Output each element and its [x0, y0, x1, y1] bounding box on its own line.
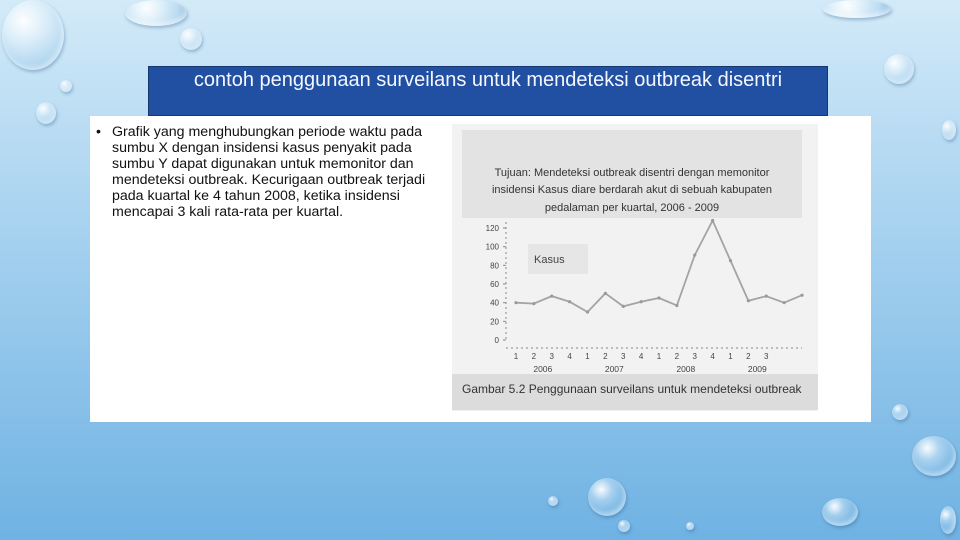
- x-year-label: 2008: [676, 364, 696, 374]
- note-line: Tujuan: Mendeteksi outbreak disentri dengan memonitor: [494, 167, 770, 179]
- x-tick-label: 1: [656, 352, 662, 361]
- data-point: [693, 253, 696, 256]
- data-point: [622, 305, 625, 308]
- x-tick-label: 3: [621, 352, 626, 361]
- water-drop-decoration: [822, 498, 858, 526]
- data-point: [711, 219, 714, 222]
- water-drop-decoration: [686, 522, 694, 530]
- water-drop-decoration: [180, 28, 202, 50]
- data-point: [640, 300, 643, 303]
- slide-title-text: contoh penggunaan surveilans untuk mendeteksi outbreak disentri: [193, 69, 783, 91]
- data-point: [783, 301, 786, 304]
- data-point: [800, 294, 803, 297]
- x-year-label: 2007: [604, 364, 624, 374]
- x-tick-label: 3: [764, 352, 769, 361]
- x-year-label: 2009: [747, 364, 767, 374]
- x-tick-label: 2: [531, 352, 537, 361]
- data-point: [568, 300, 571, 303]
- y-axis-label: Kasus: [534, 254, 565, 266]
- note-line: pedalaman per kuartal, 2006 - 2009: [544, 202, 720, 214]
- y-tick-label: 60: [490, 280, 499, 289]
- y-tick-label: 0: [494, 336, 499, 345]
- line-chart: [452, 124, 818, 374]
- y-tick-label: 20: [490, 317, 499, 327]
- data-point: [729, 259, 732, 262]
- note-line: insidensi Kasus diare berdarah akut di sebuah kabupaten: [491, 184, 773, 196]
- data-point: [604, 292, 607, 295]
- data-point: [675, 304, 678, 307]
- water-drop-decoration: [60, 80, 72, 92]
- water-drop-decoration: [912, 436, 956, 476]
- bullet-text: Grafik yang menghubungkan periode waktu pada sumbu X dengan insidensi kasus penyakit pada sumbu Y dapat digunakan untuk memonitor dan mendeteksi outbreak. Kecurigaan outbreak terjadi pada kuartal ke 4 tahun 2008, ketika insidensi mencapai 3 kali rata-rata per kuartal.: [112, 124, 426, 220]
- water-drop-decoration: [823, 0, 891, 18]
- figure-caption: Gambar 5.2 Penggunaan surveilans untuk mendeteksi outbreak: [452, 374, 818, 410]
- slide-title: [148, 66, 828, 116]
- data-point: [765, 295, 768, 298]
- x-tick-label: 2: [746, 352, 751, 361]
- y-tick-label: 100: [485, 242, 499, 252]
- x-tick-label: 3: [692, 352, 697, 361]
- x-tick-label: 4: [567, 352, 572, 361]
- x-tick-label: 3: [549, 352, 554, 361]
- content-panel: [90, 116, 871, 422]
- x-tick-label: 1: [513, 352, 519, 361]
- data-point: [532, 302, 535, 305]
- bullet-paragraph: [96, 124, 452, 220]
- data-point: [514, 301, 517, 304]
- x-tick-label: 4: [638, 352, 644, 361]
- bullet-marker: •: [96, 124, 101, 140]
- water-drop-decoration: [940, 506, 956, 534]
- x-year-label: 2006: [533, 364, 553, 374]
- y-tick-label: 80: [490, 261, 499, 271]
- water-drop-decoration: [942, 120, 956, 140]
- x-tick-label: 1: [728, 352, 733, 361]
- y-tick-label: 40: [490, 298, 499, 308]
- chart-figure: [452, 124, 818, 411]
- data-point: [586, 310, 589, 313]
- data-point: [747, 299, 750, 302]
- water-drop-decoration: [125, 0, 187, 26]
- water-drop-decoration: [36, 102, 56, 124]
- water-drop-decoration: [588, 478, 626, 516]
- x-tick-label: 1: [585, 352, 590, 361]
- data-point: [657, 296, 660, 299]
- y-tick-label: 120: [485, 224, 499, 233]
- data-point: [550, 295, 553, 298]
- water-drop-decoration: [2, 0, 64, 70]
- x-tick-label: 2: [603, 352, 608, 361]
- water-drop-decoration: [548, 496, 558, 506]
- x-tick-label: 2: [674, 352, 680, 361]
- x-tick-label: 4: [710, 352, 715, 361]
- water-drop-decoration: [618, 520, 630, 532]
- water-drop-decoration: [892, 404, 908, 420]
- water-drop-decoration: [884, 54, 914, 84]
